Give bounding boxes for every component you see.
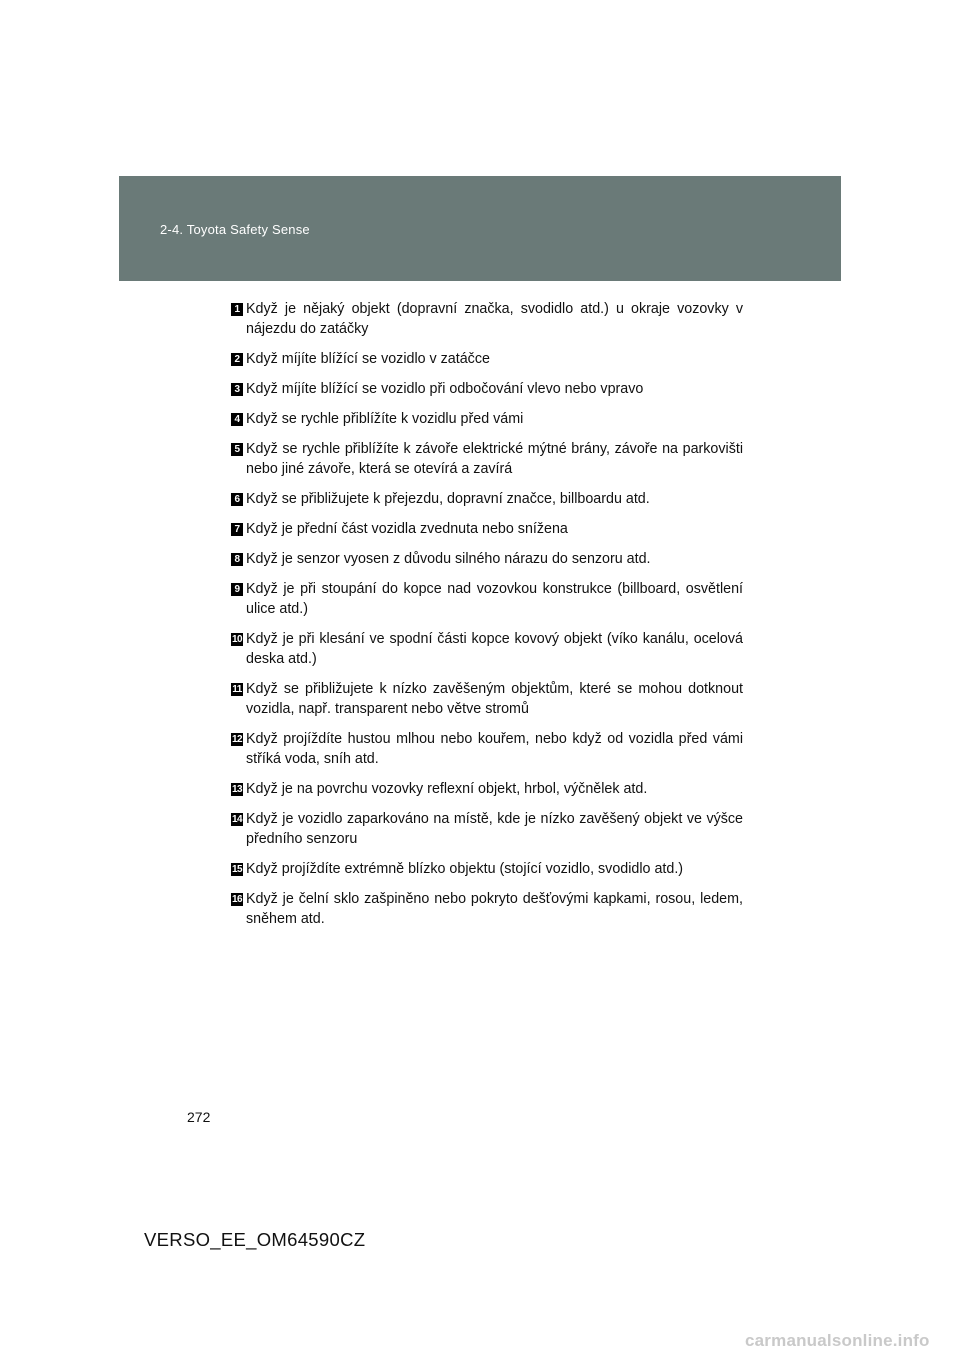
- item-number-badge: 4: [231, 413, 243, 426]
- list-item: [231, 549, 743, 569]
- list-item: [231, 779, 743, 799]
- section-header-band: [119, 176, 841, 281]
- document-code: VERSO_EE_OM64590CZ: [144, 1229, 366, 1250]
- page-number: 272: [187, 1109, 211, 1125]
- item-number-badge: 1: [231, 303, 243, 316]
- list-item: [231, 349, 743, 369]
- item-number-badge: 5: [231, 443, 243, 456]
- item-number-badge: 10: [231, 634, 243, 645]
- item-text: Když je čelní sklo zašpiněno nebo pokryto dešťovými kapkami, rosou, ledem, sněhem atd.: [246, 891, 743, 927]
- item-text: Když je na povrchu vozovky reflexní objekt, hrbol, výčnělek atd.: [246, 781, 648, 797]
- list-item: [231, 519, 743, 539]
- list-item: [231, 629, 743, 669]
- item-number-badge: 3: [231, 383, 243, 396]
- list-item: [231, 489, 743, 509]
- item-text: Když se rychle přiblížíte k vozidlu před vámi: [246, 411, 524, 427]
- list-item: [231, 299, 743, 339]
- item-text: Když míjíte blížící se vozidlo v zatáčce: [246, 351, 490, 367]
- item-number-badge: 2: [231, 353, 243, 366]
- item-number-badge: 11: [232, 684, 242, 695]
- item-number-badge: 8: [231, 553, 243, 566]
- list-item: [231, 729, 743, 769]
- list-item: [231, 809, 743, 849]
- condition-list: [231, 299, 743, 939]
- item-text: Když projíždíte extrémně blízko objektu (stojící vozidlo, svodidlo atd.): [246, 861, 684, 877]
- section-title: 2-4. Toyota Safety Sense: [160, 222, 310, 237]
- item-text: Když je při stoupání do kopce nad vozovkou konstrukce (billboard, osvětlení ulice atd.): [246, 581, 743, 617]
- item-number-badge: 12: [231, 734, 243, 745]
- item-text: Když se rychle přiblížíte k závoře elektrické mýtné brány, závoře na parkovišti nebo jiné závoře, která se otevírá a zavírá: [246, 441, 743, 477]
- item-number-badge: 15: [231, 864, 243, 875]
- item-text: Když se přibližujete k nízko zavěšeným objektům, které se mohou dotknout vozidla, např. transparent nebo větve stromů: [246, 681, 743, 717]
- item-number-badge: 9: [231, 583, 243, 596]
- item-number-badge: 16: [231, 894, 243, 905]
- item-text: Když je senzor vyosen z důvodu silného nárazu do senzoru atd.: [246, 551, 651, 567]
- item-text: Když je při klesání ve spodní části kopce kovový objekt (víko kanálu, ocelová deska atd.): [246, 631, 743, 667]
- list-item: [231, 579, 743, 619]
- list-item: [231, 679, 743, 719]
- list-item: [231, 379, 743, 399]
- item-text: Když projíždíte hustou mlhou nebo kouřem, nebo když od vozidla před vámi stříká voda, sníh atd.: [246, 731, 743, 767]
- item-number-badge: 7: [231, 523, 243, 536]
- list-item: [231, 409, 743, 429]
- list-item: [231, 859, 743, 879]
- watermark-link[interactable]: carmanualsonline.info: [745, 1331, 930, 1350]
- item-number-badge: 14: [231, 814, 243, 825]
- list-item: [231, 889, 743, 929]
- item-number-badge: 6: [231, 493, 243, 506]
- list-item: [231, 439, 743, 479]
- item-text: Když je vozidlo zaparkováno na místě, kde je nízko zavěšený objekt ve výšce předního senzoru: [246, 811, 743, 847]
- item-number-badge: 13: [231, 784, 243, 795]
- item-text: Když míjíte blížící se vozidlo při odbočování vlevo nebo vpravo: [246, 381, 644, 397]
- item-text: Když je nějaký objekt (dopravní značka, svodidlo atd.) u okraje vozovky v nájezdu do zatáčky: [246, 301, 743, 337]
- item-text: Když se přibližujete k přejezdu, dopravní značce, billboardu atd.: [246, 491, 650, 507]
- item-text: Když je přední část vozidla zvednuta nebo snížena: [246, 521, 568, 537]
